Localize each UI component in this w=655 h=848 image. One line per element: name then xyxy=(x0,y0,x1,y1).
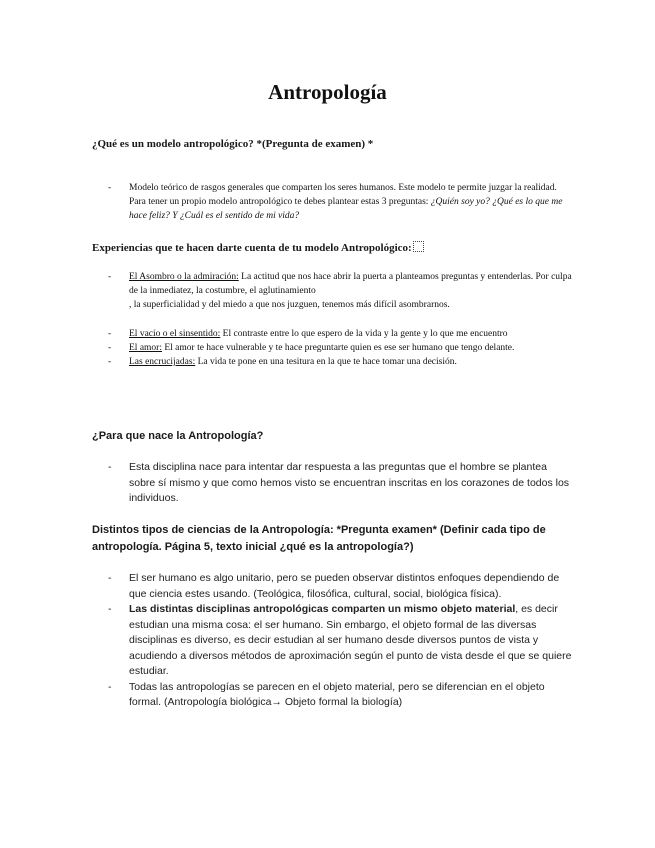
list-item xyxy=(92,602,572,680)
list-item-text: La actitud que nos hace abrir la puerta a planteamos preguntas y entenderlas. Por culpa de la inmediatez, la costumbre, el aglutinamiento xyxy=(129,272,572,296)
list-item xyxy=(92,181,572,223)
section-list-para-que xyxy=(92,460,572,507)
list-item-text: Esta disciplina nace para intentar dar respuesta a las preguntas que el hombre se plantea sobre sí mismo y que como hemos visto se encuentran inscritas en los corazones de todos los individuos. xyxy=(129,461,570,504)
bullet-dash: - xyxy=(108,343,112,353)
bullet-dash: - xyxy=(108,183,112,193)
list-item xyxy=(92,327,572,341)
list-item-text: , es decir estudian una misma cosa: el ser humano. Sin embargo, el objeto formal de las diversas disciplinas es diverso, es decir estudian al ser humano desde diversos puntos de vista y acudiendo a diversos métodos de aproximación según el punto de vista desde el que se quiere estudiar. xyxy=(129,603,572,677)
list-item-questions: ¿Quién soy yo? ¿Qué es lo que me hace feliz? Y ¿Cuál es el sentido de mi vida? xyxy=(129,197,563,221)
list-item-text: El contraste entre lo que espero de la vida y la gente y lo que me encuentro xyxy=(220,329,508,339)
list-item xyxy=(92,270,572,312)
list-item-text: La vida te pone en una tesitura en la que te hace tomar una decisión. xyxy=(195,357,457,367)
list-item-text: El ser humano es algo unitario, pero se pueden observar distintos enfoques dependiendo de que ciencia estes usando. (Teológica, filosófica, cultural, social, biológica física). xyxy=(129,572,560,600)
section-heading-tipos: Distintos tipos de ciencias de la Antropología: *Pregunta examen* (Definir cada tipo de antropología. Página 5, texto inicial ¿qué es la antropología?) xyxy=(92,524,546,553)
list-item-text-continued: , la superficialidad y del miedo a que nos juzguen, tenemos más difícil asombrarnos. xyxy=(129,300,450,310)
bullet-dash: - xyxy=(108,572,112,584)
section-list-modelo xyxy=(92,181,572,223)
list-item-text: Todas las antropologías se parecen en el objeto material, pero se diferencian en el objeto formal. (Antropología biológica xyxy=(129,680,545,708)
list-item xyxy=(92,680,572,711)
list-item-label: El amor: xyxy=(129,343,162,353)
list-item-text: El amor te hace vulnerable y te hace preguntarte quien es ese ser humano que tengo delante. xyxy=(161,343,515,353)
text-cursor-marker xyxy=(413,241,424,252)
list-item xyxy=(92,355,572,369)
section-heading-modelo: ¿Qué es un modelo antropológico? *(Pregunta de examen) * xyxy=(92,138,374,150)
list-item-label: El Asombro o la admiración: xyxy=(129,272,239,282)
section-heading-text: Experiencias que te hacen darte cuenta de tu modelo Antropológico: xyxy=(92,242,412,254)
list-item-label: Las encrucijadas: xyxy=(129,357,196,367)
document-title: Antropología xyxy=(268,80,387,104)
list-item-bold-text: Las distintas disciplinas antropológicas comparten un mismo objeto material xyxy=(129,603,516,615)
list-item-text-continued: Objeto formal la biología) xyxy=(281,696,403,708)
section-heading-para-que: ¿Para que nace la Antropología? xyxy=(92,430,264,442)
section-list-experiencias-2 xyxy=(92,327,572,369)
list-item-label: El vacío o el sinsentido: xyxy=(129,329,221,339)
bullet-dash: - xyxy=(108,603,112,615)
bullet-dash: - xyxy=(108,680,112,693)
list-item xyxy=(92,341,572,355)
bullet-dash: - xyxy=(108,461,112,473)
arrow-icon: → xyxy=(271,696,282,708)
bullet-dash: - xyxy=(108,357,112,367)
list-item-text: Modelo teórico de rasgos generales que comparten los seres humanos. Este modelo te permite juzgar la realidad. Para tener un propio modelo antropológico te debes plantear estas 3 preguntas: xyxy=(129,183,557,207)
bullet-dash: - xyxy=(108,272,112,282)
section-list-tipos xyxy=(92,571,572,711)
bullet-dash: - xyxy=(108,329,112,339)
list-item xyxy=(92,460,572,507)
list-item xyxy=(92,571,572,602)
section-heading-experiencias xyxy=(92,241,572,255)
section-list-experiencias xyxy=(92,270,572,312)
